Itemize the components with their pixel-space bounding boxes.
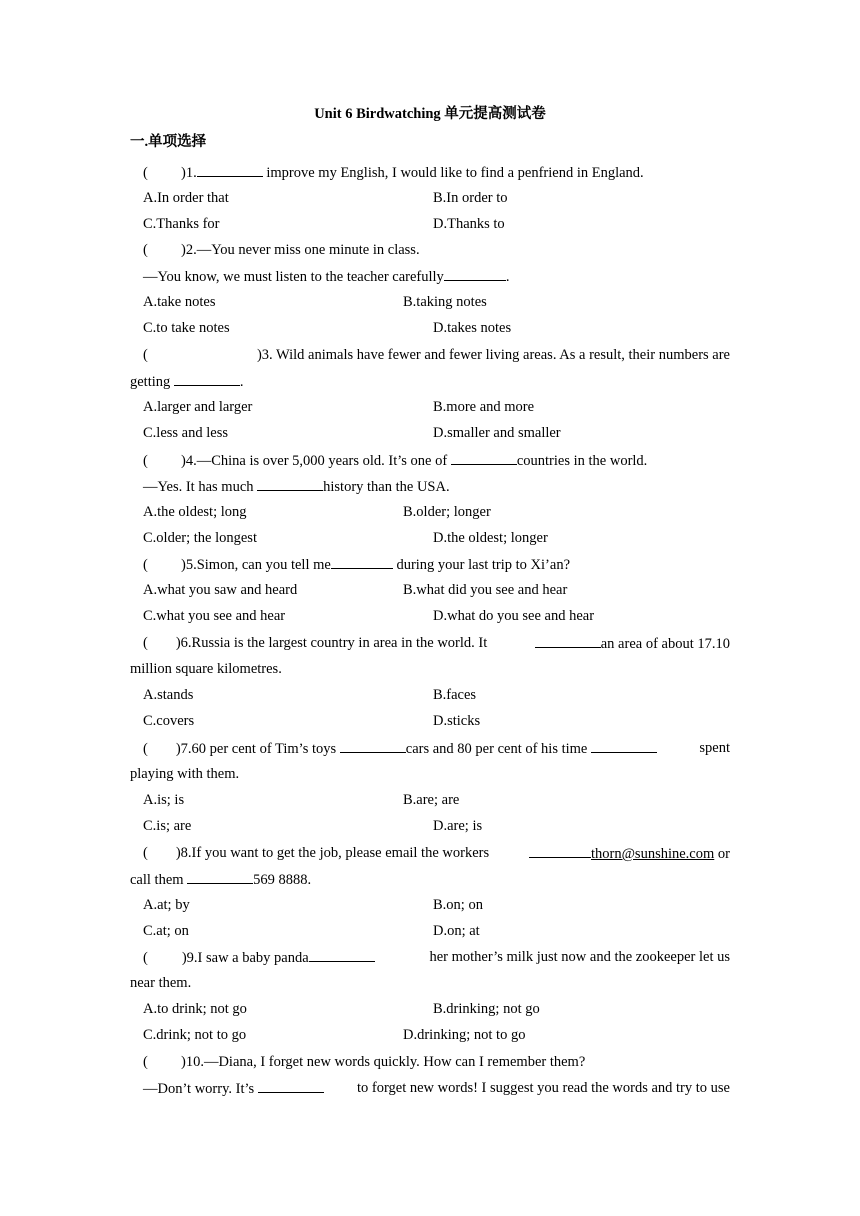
- question-text: )7.60 per cent of Tim’s toys: [175, 741, 340, 757]
- option-d: D.what do you see and hear: [433, 608, 595, 624]
- answer-paren: (: [143, 557, 148, 573]
- question-8: [143, 843, 730, 864]
- question-1: [143, 162, 644, 183]
- option-b: B.In order to: [433, 190, 508, 206]
- question-text: —Don’t worry. It’s: [143, 1081, 258, 1097]
- question-text: )4.—China is over 5,000 years old. It’s one of: [181, 453, 451, 469]
- question-text: )3. Wild animals have fewer and fewer living areas. As a result, their numbers are: [256, 347, 730, 363]
- option-b: B.are; are: [403, 792, 460, 808]
- email-link[interactable]: thorn@sunshine.com: [590, 846, 715, 862]
- question-text: or: [714, 846, 730, 862]
- answer-blank: [331, 554, 393, 569]
- option-d: D.on; at: [433, 923, 480, 939]
- question-6: [143, 633, 730, 654]
- option-c: C.to take notes: [143, 320, 230, 336]
- question-9: [143, 947, 730, 968]
- question-text: history than the USA.: [323, 479, 450, 495]
- question-text: )1.: [181, 165, 197, 181]
- question-3-cont: [130, 371, 244, 392]
- question-text: an area of about 17.10: [600, 636, 730, 652]
- answer-blank: [451, 450, 517, 465]
- option-b: B.on; on: [433, 897, 483, 913]
- option-d: D.smaller and smaller: [433, 425, 561, 441]
- answer-blank: [591, 738, 657, 753]
- option-d: D.the oldest; longer: [433, 530, 548, 546]
- question-6-cont: million square kilometres.: [130, 661, 282, 677]
- option-a: A.the oldest; long: [143, 504, 247, 520]
- question-7-cont: playing with them.: [130, 766, 240, 782]
- question-text: )9.I saw a baby panda: [181, 950, 309, 966]
- answer-paren: (: [143, 635, 148, 651]
- question-text: getting: [130, 374, 174, 390]
- answer-blank: [258, 1078, 324, 1093]
- question-text: )5.Simon, can you tell me: [181, 557, 331, 573]
- question-3: [143, 345, 730, 365]
- question-2: [143, 240, 420, 260]
- question-text: during your last trip to Xi’an?: [392, 557, 570, 573]
- option-c: C.drink; not to go: [143, 1027, 247, 1043]
- option-b: B.drinking; not go: [433, 1001, 540, 1017]
- option-d: D.Thanks to: [433, 216, 505, 232]
- question-text: )10.—Diana, I forget new words quickly. How can I remember them?: [181, 1054, 586, 1070]
- option-a: A.In order that: [143, 190, 229, 206]
- answer-blank: [529, 843, 591, 858]
- option-c: C.older; the longest: [143, 530, 257, 546]
- question-4: [143, 450, 647, 471]
- question-4-reply: [143, 476, 450, 497]
- question-text: cars and 80 per cent of his time: [405, 741, 591, 757]
- answer-blank: [309, 947, 375, 962]
- option-c: C.at; on: [143, 923, 189, 939]
- option-b: B.more and more: [433, 399, 535, 415]
- question-text: improve my English, I would like to find a penfriend in England.: [262, 165, 644, 181]
- option-c: C.covers: [143, 713, 195, 729]
- answer-blank: [187, 869, 253, 884]
- question-2-reply: [143, 266, 509, 287]
- question-text: )2.—You never miss one minute in class.: [181, 242, 420, 258]
- question-text: 569 8888.: [253, 872, 312, 888]
- question-text: countries in the world.: [516, 453, 648, 469]
- option-d: D.are; is: [433, 818, 483, 834]
- section-heading: 一.单项选择: [130, 134, 207, 150]
- answer-paren: (: [143, 741, 148, 757]
- option-a: A.what you saw and heard: [143, 582, 298, 598]
- question-8-cont: [130, 869, 311, 890]
- question-text: .: [505, 269, 510, 285]
- question-text: )6.Russia is the largest country in area in the world. It: [175, 635, 488, 651]
- question-text: to forget new words! I suggest you read the words and try to use: [356, 1080, 730, 1096]
- question-text: call them: [130, 872, 188, 888]
- question-7: [143, 738, 730, 759]
- answer-blank: [340, 738, 406, 753]
- answer-blank: [257, 476, 323, 491]
- option-d: D.drinking; not to go: [403, 1027, 526, 1043]
- question-10: [143, 1052, 585, 1072]
- question-text: spent: [699, 740, 730, 756]
- question-5: [143, 554, 570, 575]
- option-d: D.sticks: [433, 713, 481, 729]
- option-a: A.stands: [143, 687, 194, 703]
- option-a: A.larger and larger: [143, 399, 253, 415]
- option-b: B.what did you see and hear: [403, 582, 568, 598]
- option-c: C.is; are: [143, 818, 192, 834]
- question-text: .: [239, 374, 244, 390]
- option-a: A.take notes: [143, 294, 216, 310]
- answer-paren: (: [143, 165, 148, 181]
- option-a: A.at; by: [143, 897, 190, 913]
- answer-blank: [535, 633, 601, 648]
- question-10-reply: [143, 1078, 730, 1099]
- answer-paren: (: [143, 347, 148, 363]
- answer-blank: [197, 162, 263, 177]
- answer-blank: [444, 266, 506, 281]
- answer-paren: (: [143, 453, 148, 469]
- option-c: C.Thanks for: [143, 216, 220, 232]
- option-b: B.older; longer: [403, 504, 491, 520]
- question-text: )8.If you want to get the job, please email the workers: [175, 845, 490, 861]
- option-b: B.taking notes: [403, 294, 487, 310]
- option-a: A.is; is: [143, 792, 185, 808]
- question-text: —You know, we must listen to the teacher carefully: [143, 269, 444, 285]
- question-text: her mother’s milk just now and the zookeeper let us: [429, 949, 730, 965]
- answer-paren: (: [143, 1054, 148, 1070]
- option-a: A.to drink; not go: [143, 1001, 247, 1017]
- answer-paren: (: [143, 950, 148, 966]
- question-9-cont: near them.: [130, 975, 192, 991]
- option-c: C.what you see and hear: [143, 608, 286, 624]
- answer-blank: [174, 371, 240, 386]
- question-text: —Yes. It has much: [143, 479, 258, 495]
- option-c: C.less and less: [143, 425, 228, 441]
- option-b: B.faces: [433, 687, 477, 703]
- answer-paren: (: [143, 242, 148, 258]
- option-d: D.takes notes: [433, 320, 512, 336]
- answer-paren: (: [143, 845, 148, 861]
- page-title: Unit 6 Birdwatching 单元提高测试卷: [314, 106, 546, 122]
